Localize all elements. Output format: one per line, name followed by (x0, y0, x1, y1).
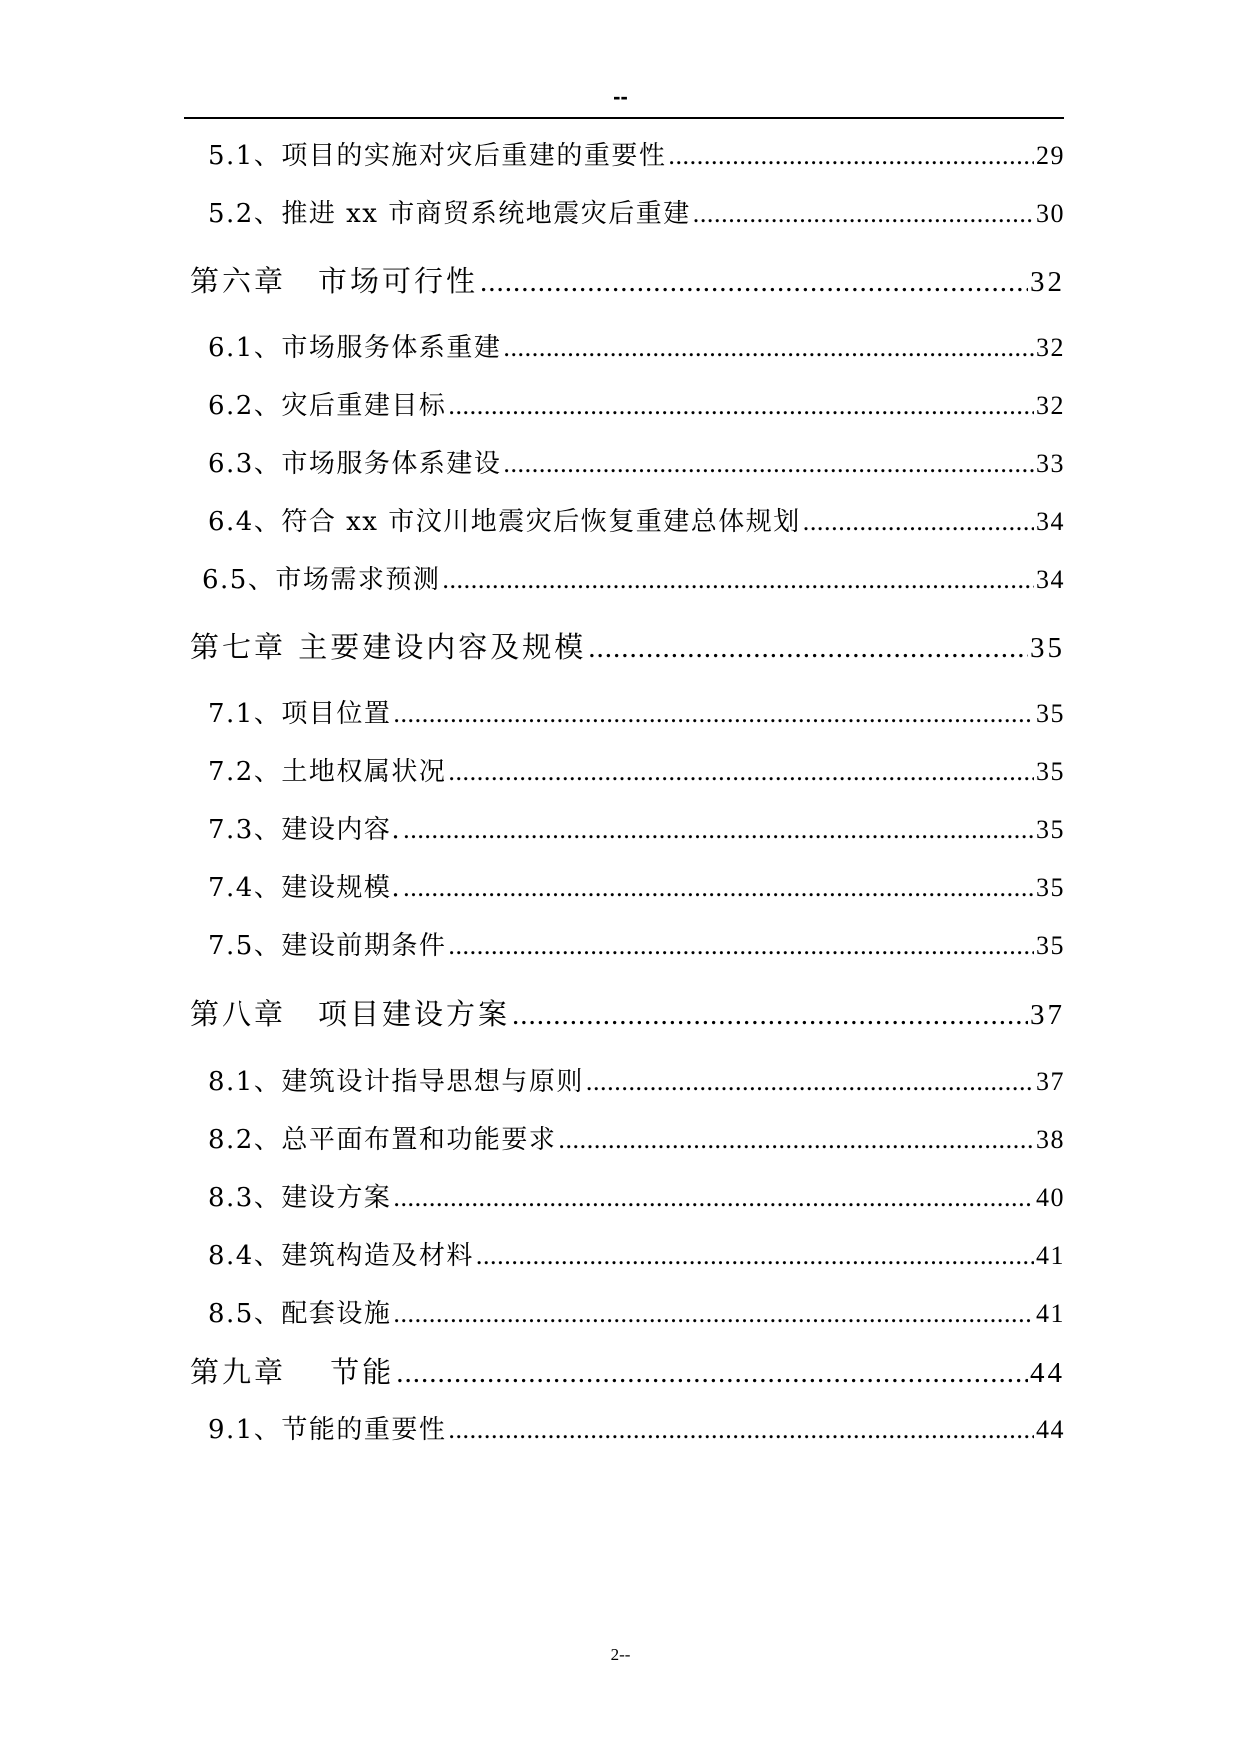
toc-entry-page: 44 (1030, 1357, 1065, 1389)
toc-entry-page: 41 (1036, 1241, 1065, 1270)
toc-entry-label: 7.3、建设内容. (208, 815, 402, 845)
toc-entry-label: 第七章 主要建设内容及规模 (190, 630, 587, 664)
toc-entry-page: 35 (1036, 815, 1065, 844)
toc-entry-5-1[interactable] (208, 135, 1065, 172)
toc-entry-page: 38 (1036, 1125, 1065, 1154)
toc-leader-dots (693, 199, 1034, 229)
toc-entry-6-4[interactable] (208, 501, 1065, 538)
toc-entry-page: 35 (1036, 931, 1065, 960)
toc-entry-7-4[interactable] (208, 867, 1065, 904)
toc-entry-label: 第九章 节能 (190, 1355, 395, 1389)
toc-entry-label: 6.2、灾后重建目标 (208, 391, 447, 421)
toc-leader-dots (586, 1067, 1034, 1097)
toc-leader-dots (476, 1241, 1034, 1271)
toc-leader-dots (396, 1357, 1028, 1390)
toc-leader-dots (588, 632, 1028, 665)
toc-entry-page: 34 (1036, 507, 1065, 536)
toc-chapter-7[interactable] (190, 625, 1065, 666)
toc-leader-dots (393, 1183, 1034, 1213)
toc-entry-page: 34 (1036, 565, 1065, 594)
toc-entry-label: 7.4、建设规模. (208, 873, 402, 903)
toc-leader-dots (803, 507, 1034, 537)
toc-entry-page: 41 (1036, 1299, 1065, 1328)
toc-leader-dots (393, 699, 1034, 729)
toc-entry-label: 5.1、项目的实施对灾后重建的重要性 (208, 141, 667, 171)
toc-leader-dots (442, 565, 1034, 595)
toc-entry-8-4[interactable] (208, 1235, 1065, 1272)
toc-leader-dots (448, 931, 1034, 961)
toc-entry-6-1[interactable] (208, 327, 1065, 364)
toc-leader-dots (448, 757, 1034, 787)
toc-entry-label: 8.1、建筑设计指导思想与原则 (208, 1067, 584, 1097)
toc-entry-page: 32 (1036, 391, 1065, 420)
toc-entry-7-2[interactable] (208, 751, 1065, 788)
toc-entry-page: 35 (1036, 699, 1065, 728)
toc-leader-dots (448, 1415, 1034, 1445)
toc-entry-label: 8.2、总平面布置和功能要求 (208, 1125, 557, 1155)
toc-leader-dots (403, 873, 1034, 903)
toc-entry-page: 35 (1030, 632, 1065, 664)
header-mark: -- (613, 84, 628, 109)
toc-entry-label: 9.1、节能的重要性 (208, 1415, 447, 1445)
toc-entry-5-2[interactable] (208, 193, 1065, 230)
toc-entry-page: 40 (1036, 1183, 1065, 1212)
toc-leader-dots (480, 266, 1028, 299)
toc-entry-page: 32 (1036, 333, 1065, 362)
toc-entry-label: 第六章 市场可行性 (190, 264, 479, 298)
toc-entry-page: 30 (1036, 199, 1065, 228)
toc-entry-label: 7.2、土地权属状况 (208, 757, 447, 787)
toc-entry-page: 32 (1030, 266, 1065, 298)
toc-entry-label: 8.5、配套设施 (208, 1299, 392, 1329)
toc-leader-dots (393, 1299, 1034, 1329)
toc-entry-6-3[interactable] (208, 443, 1065, 480)
toc-entry-8-3[interactable] (208, 1177, 1065, 1214)
toc-entry-label: 6.5、市场需求预测 (202, 565, 441, 595)
toc-entry-label: 8.3、建设方案 (208, 1183, 392, 1213)
toc-entry-label: 5.2、推进 xx 市商贸系统地震灾后重建 (208, 199, 691, 229)
toc-entry-8-1[interactable] (208, 1061, 1065, 1098)
toc-entry-8-5[interactable] (208, 1293, 1065, 1330)
toc-entry-7-3[interactable] (208, 809, 1065, 846)
toc-entry-label: 6.4、符合 xx 市汶川地震灾后恢复重建总体规划 (208, 507, 801, 537)
toc-entry-label: 7.5、建设前期条件 (208, 931, 447, 961)
toc-entry-7-5[interactable] (208, 925, 1065, 962)
toc-chapter-8[interactable] (190, 992, 1065, 1033)
toc-entry-label: 第八章 项目建设方案 (190, 997, 511, 1031)
toc-leader-dots (558, 1125, 1034, 1155)
toc-entry-9-1[interactable] (208, 1409, 1065, 1446)
toc-leader-dots (512, 999, 1028, 1032)
toc-entry-page: 37 (1030, 999, 1065, 1031)
toc-entry-page: 35 (1036, 757, 1065, 786)
toc-entry-page: 35 (1036, 873, 1065, 902)
toc-entry-page: 33 (1036, 449, 1065, 478)
page-number-footer: 2-- (610, 1645, 631, 1664)
toc-entry-label: 8.4、建筑构造及材料 (208, 1241, 474, 1271)
toc-leader-dots (503, 449, 1034, 479)
toc-entry-label: 7.1、项目位置 (208, 699, 392, 729)
toc-leader-dots (503, 333, 1034, 363)
toc-chapter-9[interactable] (190, 1350, 1065, 1391)
toc-chapter-6[interactable] (190, 259, 1065, 300)
toc-entry-label: 6.3、市场服务体系建设 (208, 449, 502, 479)
toc-entry-6-5[interactable] (202, 559, 1065, 596)
toc-entry-7-1[interactable] (208, 693, 1065, 730)
toc-entry-page: 44 (1036, 1415, 1065, 1444)
toc-entry-8-2[interactable] (208, 1119, 1065, 1156)
toc-entry-page: 37 (1036, 1067, 1065, 1096)
toc-entry-page: 29 (1036, 141, 1065, 170)
toc-entry-label: 6.1、市场服务体系重建 (208, 333, 502, 363)
toc-entry-6-2[interactable] (208, 385, 1065, 422)
toc-leader-dots (403, 815, 1034, 845)
toc-leader-dots (668, 141, 1034, 171)
toc-leader-dots (448, 391, 1034, 421)
